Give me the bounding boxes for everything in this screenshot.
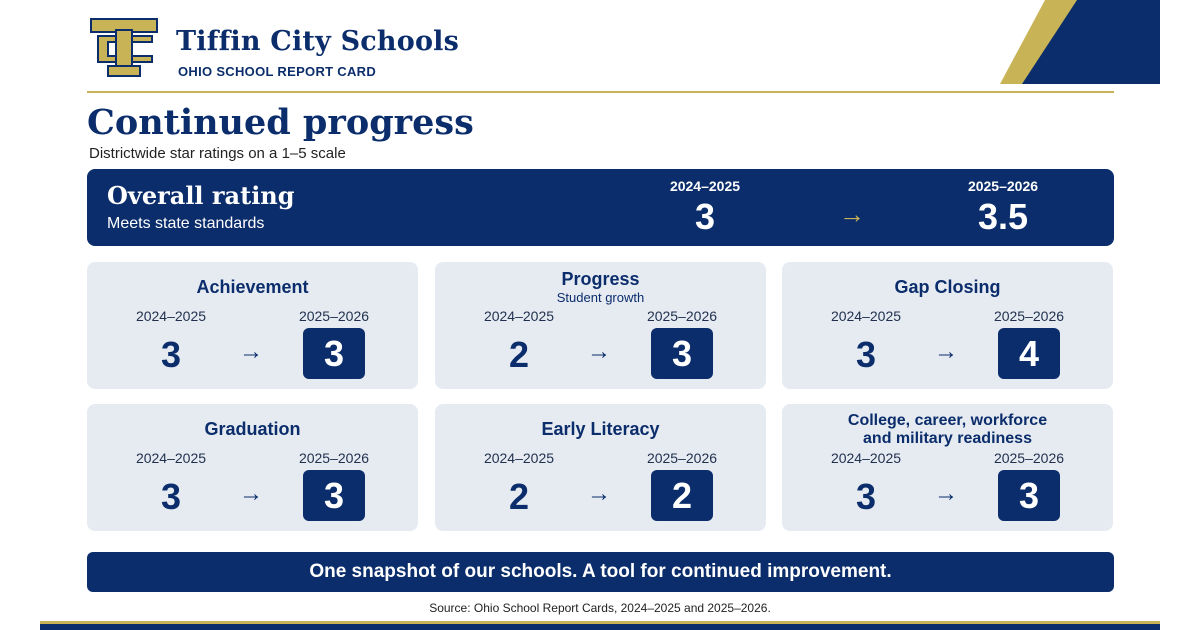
card-graduation [87, 404, 418, 531]
card-title-line2: and military readiness [863, 430, 1032, 447]
card-achievement [87, 262, 418, 389]
prev-rating-value: 2 [508, 476, 530, 517]
card-gap-closing [782, 262, 1113, 389]
card-title: Gap Closing [894, 277, 1001, 297]
card-progress [435, 262, 766, 389]
prev-rating-value: 3 [855, 334, 877, 375]
footer-navy-rule [40, 624, 1160, 630]
source-note: Source: Ohio School Report Cards, 2024–2025 and 2025–2026. [429, 601, 771, 615]
curr-rating-value: 2 [651, 470, 713, 521]
arrow-right-icon: → [587, 480, 611, 507]
overall-label: Overall rating [107, 181, 295, 210]
curr-rating-value: 3 [303, 328, 365, 379]
curr-rating-value: 3 [303, 470, 365, 521]
card-early-literacy [435, 404, 766, 531]
arrow-right-icon: → [934, 338, 958, 365]
prev-year-label: 2024–2025 [830, 308, 902, 324]
prev-year-label: 2024–2025 [135, 308, 207, 324]
card-title: Achievement [196, 277, 309, 297]
prev-rating-value: 2 [508, 334, 530, 375]
prev-year-label: 2024–2025 [483, 308, 555, 324]
curr-rating-value: 3 [998, 470, 1060, 521]
card-title: Progress [561, 269, 640, 289]
card-title: Graduation [204, 419, 301, 439]
card-note: Student growth [556, 290, 645, 305]
overall-prev-year: 2024–2025 [669, 178, 741, 194]
overall-prev-column [635, 178, 775, 238]
curr-year-label: 2025–2026 [298, 308, 370, 324]
overall-prev-value: 3 [694, 196, 716, 237]
curr-year-label: 2025–2026 [993, 450, 1065, 466]
report-label: OHIO SCHOOL REPORT CARD [178, 64, 377, 79]
overall-curr-year: 2025–2026 [967, 178, 1039, 194]
prev-rating-value: 3 [160, 334, 182, 375]
page-title: Continued progress [87, 102, 474, 143]
overall-arrow-icon: → [839, 199, 865, 229]
overall-rating-banner [87, 169, 1114, 246]
curr-rating-value: 4 [998, 328, 1060, 379]
header-divider [87, 91, 1114, 93]
tagline-banner: One snapshot of our schools. A tool for continued improvement. [87, 552, 1114, 592]
prev-year-label: 2024–2025 [830, 450, 902, 466]
district-name: Tiffin City Schools [176, 26, 460, 57]
card-title: Early Literacy [541, 419, 660, 439]
prev-year-label: 2024–2025 [483, 450, 555, 466]
curr-year-label: 2025–2026 [993, 308, 1065, 324]
curr-year-label: 2025–2026 [646, 450, 718, 466]
arrow-right-icon: → [934, 480, 958, 507]
arrow-right-icon: → [587, 338, 611, 365]
card-college-career-readiness [782, 404, 1113, 531]
overall-curr-value: 3.5 [977, 196, 1029, 237]
card-title-line1: College, career, workforce [847, 412, 1048, 429]
curr-year-label: 2025–2026 [298, 450, 370, 466]
curr-year-label: 2025–2026 [646, 308, 718, 324]
prev-rating-value: 3 [855, 476, 877, 517]
arrow-right-icon: → [239, 480, 263, 507]
arrow-right-icon: → [239, 338, 263, 365]
overall-status: Meets state standards [107, 215, 265, 232]
curr-rating-value: 3 [651, 328, 713, 379]
overall-curr-column [933, 178, 1073, 238]
prev-rating-value: 3 [160, 476, 182, 517]
prev-year-label: 2024–2025 [135, 450, 207, 466]
tc-monogram-logo-icon [90, 18, 158, 78]
corner-stripes-decoration [1000, 0, 1160, 84]
page-subtitle: Districtwide star ratings on a 1–5 scale [89, 145, 346, 162]
